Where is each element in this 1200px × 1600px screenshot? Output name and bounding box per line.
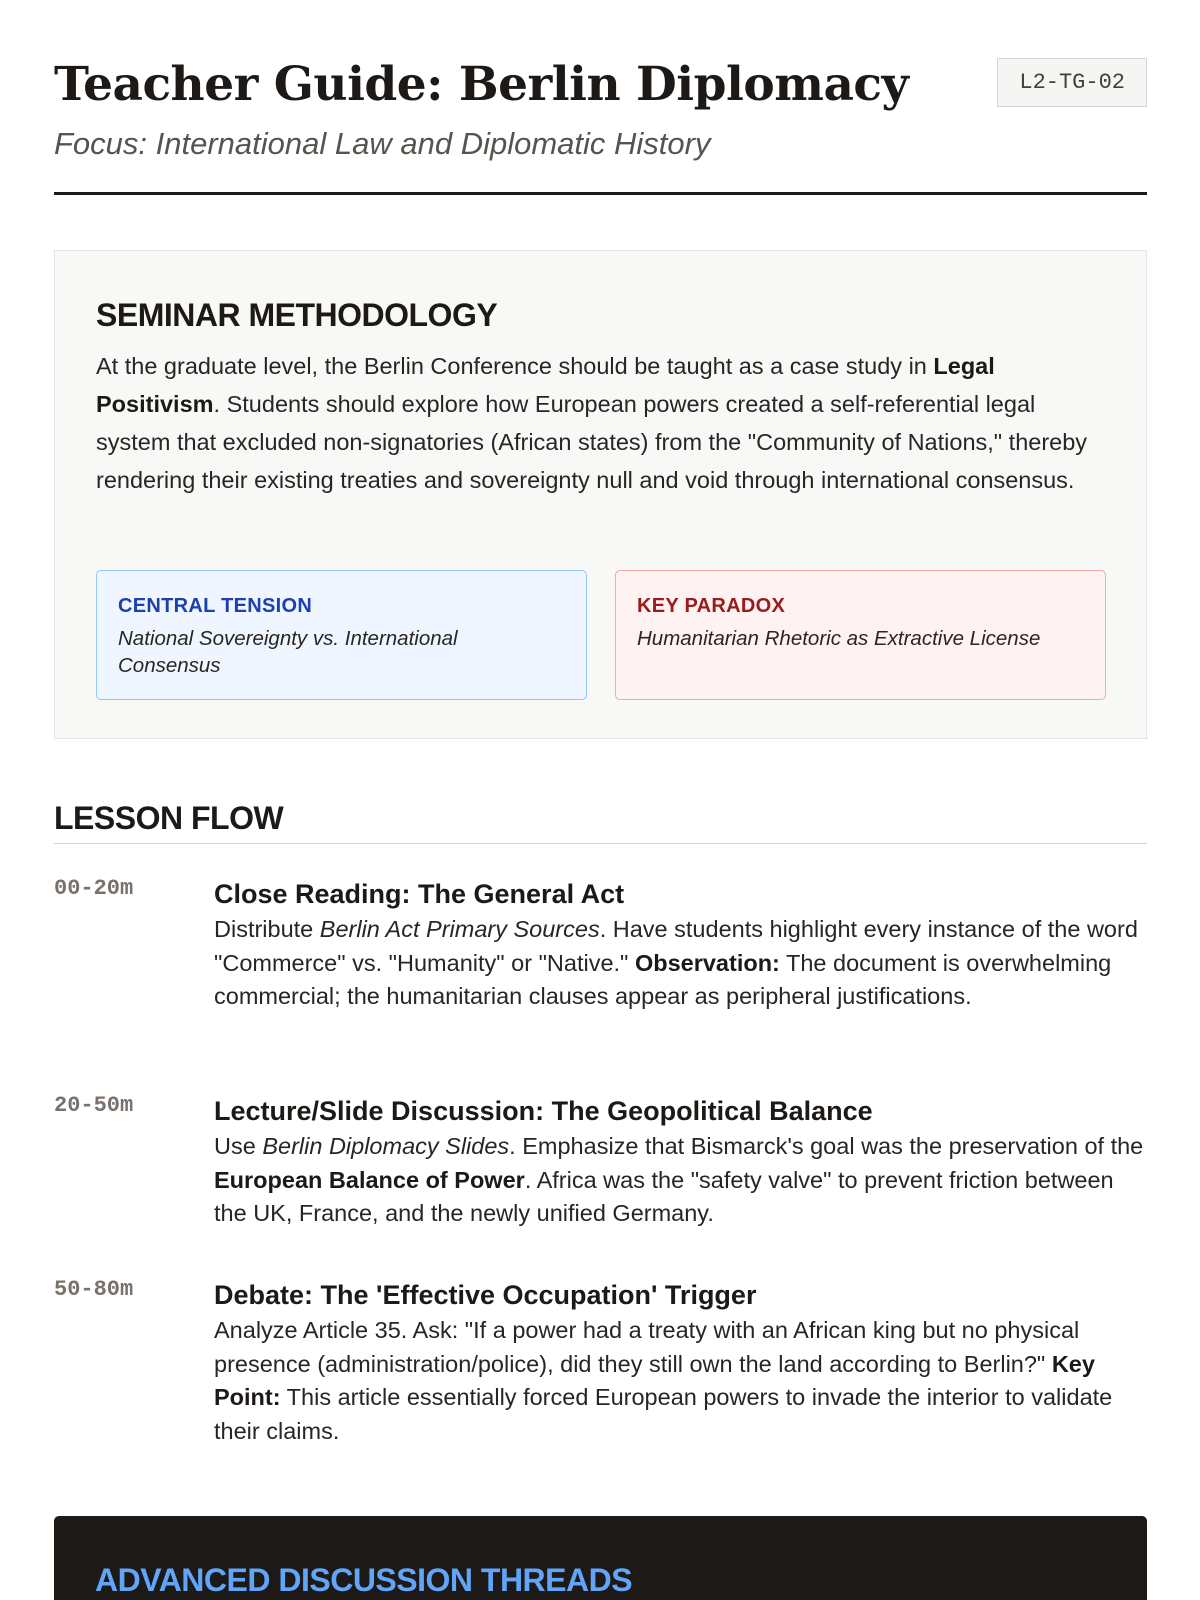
step-body [214, 1092, 1147, 1231]
key-paradox-label: KEY PARADOX [637, 595, 786, 617]
methodology-text-part: . Students should explore how European powers created a self-referential legal system that excluded non-signatories (African states) from the "Community of Nations," thereby rendering their existing treaties and sovereignty null and void through international consensus. [96, 391, 1088, 493]
step-text [214, 1314, 1147, 1448]
step-text-part: Distribute [214, 916, 320, 942]
step-title: Lecture/Slide Discussion: The Geopolitical Balance [214, 1096, 873, 1126]
methodology-cards [96, 570, 1106, 700]
step-text [214, 913, 1147, 1014]
step-text-part: This article essentially forced European powers to invade the interior to validate their claims. [214, 1384, 1113, 1444]
advanced-discussion-heading: ADVANCED DISCUSSION THREADS [95, 1562, 633, 1598]
lesson-flow-divider [54, 843, 1147, 844]
methodology-text-bold: Legal Positivism [96, 353, 995, 417]
lesson-flow-heading: LESSON FLOW [54, 800, 284, 836]
step-text-part: . Emphasize that Bismarck's goal was the preservation of the [509, 1133, 1144, 1159]
step-text-bold: Observation: [634, 949, 780, 976]
page-title: Teacher Guide: Berlin Diplomacy [54, 57, 909, 112]
central-tension-text: National Sovereignty vs. International Consensus [118, 627, 458, 677]
step-text-part: Analyze Article 35. Ask: "If a power had a treaty with an African king but no physical presence (administration/police), did they still own the land according to Berlin?" [214, 1317, 1080, 1377]
seminar-methodology-section [54, 250, 1147, 739]
page-subtitle: Focus: International Law and Diplomatic History [54, 126, 711, 161]
step-time: 20-50m [54, 1093, 134, 1118]
step-title: Close Reading: The General Act [214, 879, 625, 909]
advanced-discussion-section [54, 1516, 1147, 1600]
step-body [214, 875, 1147, 1014]
central-tension-card [96, 570, 587, 700]
methodology-heading: SEMINAR METHODOLOGY [96, 297, 498, 333]
step-text-part: The document is overwhelming commercial; the humanitarian clauses appear as peripheral justifications. [214, 949, 1112, 1009]
step-time: 50-80m [54, 1277, 134, 1302]
step-text-bold: European Balance of Power [214, 1166, 525, 1193]
step-text-italic: Berlin Act Primary Sources [319, 916, 600, 942]
step-text-part: . Have students highlight every instance of the word "Commerce" vs. "Humanity" or "Native." [214, 916, 1138, 976]
step-text-part: Use [214, 1133, 263, 1159]
document-code-badge: L2-TG-02 [997, 58, 1147, 107]
methodology-text [96, 347, 1105, 499]
key-paradox-card [615, 570, 1106, 700]
step-text-bold: Key Point: [214, 1350, 1095, 1410]
key-paradox-text: Humanitarian Rhetoric as Extractive License [637, 627, 1041, 650]
step-body [214, 1276, 1147, 1448]
page-header [54, 58, 1147, 164]
header-divider [54, 192, 1147, 195]
step-text-italic: Berlin Diplomacy Slides [262, 1133, 510, 1159]
step-time: 00-20m [54, 876, 134, 901]
methodology-text-part: At the graduate level, the Berlin Conference should be taught as a case study in [96, 353, 934, 379]
step-text [214, 1130, 1147, 1231]
step-text-part: . Africa was the "safety valve" to prevent friction between the UK, France, and the newly unified Germany. [214, 1166, 1114, 1226]
central-tension-label: CENTRAL TENSION [118, 595, 313, 617]
step-title: Debate: The 'Effective Occupation' Trigger [214, 1280, 757, 1310]
